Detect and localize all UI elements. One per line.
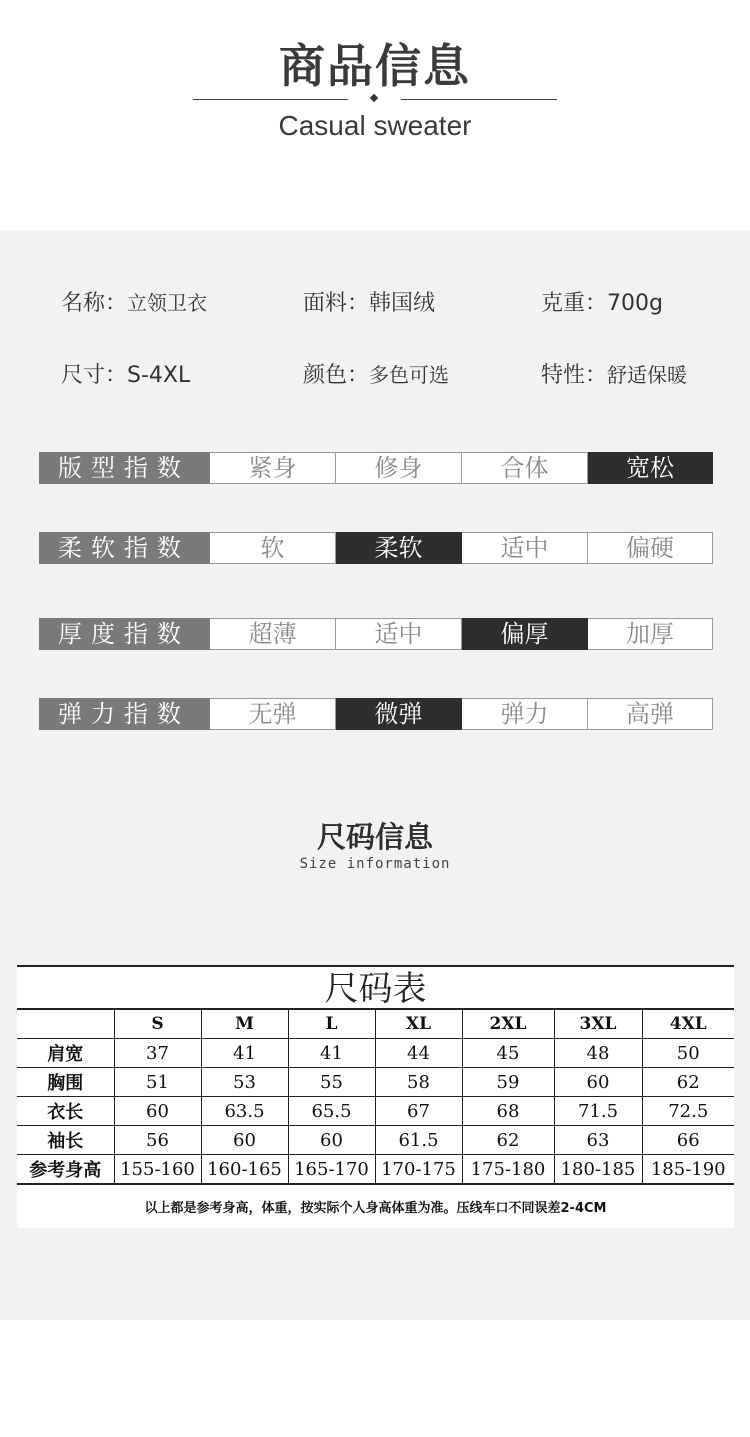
table-cell: 45 [462,1039,554,1068]
table-cell: 180-185 [554,1155,642,1185]
spec-color [303,358,449,389]
table-cell: 48 [554,1039,642,1068]
table-cell: 44 [375,1039,462,1068]
thickness-option: 加厚 [588,618,713,650]
spec-fabric-value: 韩国绒 [369,291,436,316]
table-cell: 62 [642,1068,734,1097]
table-cell: 160-165 [201,1155,288,1185]
spec-fabric-label: 面料： [303,291,370,316]
header-cell: L [288,1010,375,1039]
thickness-option: 适中 [336,618,462,650]
spec-size [61,358,190,389]
header-cell: 2XL [462,1010,554,1039]
size-section-subtitle: Size information [299,856,451,872]
fit-option: 紧身 [210,452,336,484]
table-cell: 51 [114,1068,201,1097]
table-cell: 56 [114,1126,201,1155]
table-cell: 37 [114,1039,201,1068]
table-row [17,1126,734,1155]
page-title: 商品信息 [279,39,471,93]
row-label: 袖长 [17,1126,114,1155]
elasticity-index-row [39,698,713,730]
header-cell: XL [375,1010,462,1039]
thickness-option: 超薄 [210,618,336,650]
table-row [17,1155,734,1185]
divider-left [193,99,348,100]
table-cell: 67 [375,1097,462,1126]
elasticity-option: 弹力 [462,698,588,730]
spec-weight-value: 700g [607,291,663,316]
fit-index-label: 版型指数 [39,452,210,484]
header-cell [17,1010,114,1039]
table-cell: 63 [554,1126,642,1155]
spec-feature [541,358,687,389]
row-label: 衣长 [17,1097,114,1126]
softness-option: 软 [210,532,336,564]
fit-option: 宽松 [588,452,713,484]
table-cell: 41 [201,1039,288,1068]
spec-color-label: 颜色： [303,363,370,388]
elasticity-option: 高弹 [588,698,713,730]
header-cell: S [114,1010,201,1039]
table-cell: 53 [201,1068,288,1097]
table-cell: 185-190 [642,1155,734,1185]
softness-index-row [39,532,713,564]
elasticity-index-label: 弹力指数 [39,698,210,730]
spec-color-value: 多色可选 [369,363,450,387]
spec-weight-label: 克重： [541,291,608,316]
table-cell: 60 [201,1126,288,1155]
spec-fabric [303,286,435,317]
header-cell: 4XL [642,1010,734,1039]
table-cell: 62 [462,1126,554,1155]
table-row [17,1097,734,1126]
table-cell: 59 [462,1068,554,1097]
table-row [17,1068,734,1097]
size-table [17,1009,734,1185]
softness-index-label: 柔软指数 [39,532,210,564]
thickness-index-row [39,618,713,650]
table-cell: 60 [288,1126,375,1155]
page-subtitle: Casual sweater [278,110,472,141]
table-row [17,1039,734,1068]
table-cell: 175-180 [462,1155,554,1185]
header-cell: M [201,1010,288,1039]
table-cell: 71.5 [554,1097,642,1126]
table-cell: 61.5 [375,1126,462,1155]
fit-index-row [39,452,713,484]
row-label: 参考身高 [17,1155,114,1185]
table-cell: 66 [642,1126,734,1155]
softness-option: 适中 [462,532,588,564]
size-chart [17,965,734,1228]
spec-weight [541,286,663,317]
fit-option: 修身 [336,452,462,484]
table-cell: 41 [288,1039,375,1068]
spec-feature-value: 舒适保暖 [607,363,688,387]
header-cell: 3XL [554,1010,642,1039]
size-table-caption: 尺码表 [17,965,734,1010]
fit-option: 合体 [462,452,588,484]
table-cell: 58 [375,1068,462,1097]
table-cell: 68 [462,1097,554,1126]
table-cell: 63.5 [201,1097,288,1126]
size-table-note: 以上都是参考身高，体重，按实际个人身高体重为准。压线车口不同误差2-4CM [144,1201,607,1216]
table-cell: 55 [288,1068,375,1097]
spec-feature-label: 特性： [541,363,608,388]
table-cell: 60 [114,1097,201,1126]
table-cell: 65.5 [288,1097,375,1126]
divider-right [401,99,557,100]
thickness-option: 偏厚 [462,618,588,650]
table-cell: 155-160 [114,1155,201,1185]
softness-option: 偏硬 [588,532,713,564]
elasticity-option: 微弹 [336,698,462,730]
thickness-index-label: 厚度指数 [39,618,210,650]
elasticity-option: 无弹 [210,698,336,730]
table-cell: 72.5 [642,1097,734,1126]
spec-name [61,286,207,317]
row-label: 肩宽 [17,1039,114,1068]
table-cell: 165-170 [288,1155,375,1185]
spec-size-label: 尺寸： [61,363,128,388]
row-label: 胸围 [17,1068,114,1097]
spec-size-value: S-4XL [127,363,191,388]
size-table-header [17,1010,734,1039]
spec-name-value: 立领卫衣 [127,291,208,315]
table-cell: 50 [642,1039,734,1068]
softness-option: 柔软 [336,532,462,564]
table-cell: 60 [554,1068,642,1097]
size-section-title: 尺码信息 [316,820,433,854]
header-section [0,0,750,230]
table-cell: 170-175 [375,1155,462,1185]
spec-name-label: 名称： [61,291,128,316]
